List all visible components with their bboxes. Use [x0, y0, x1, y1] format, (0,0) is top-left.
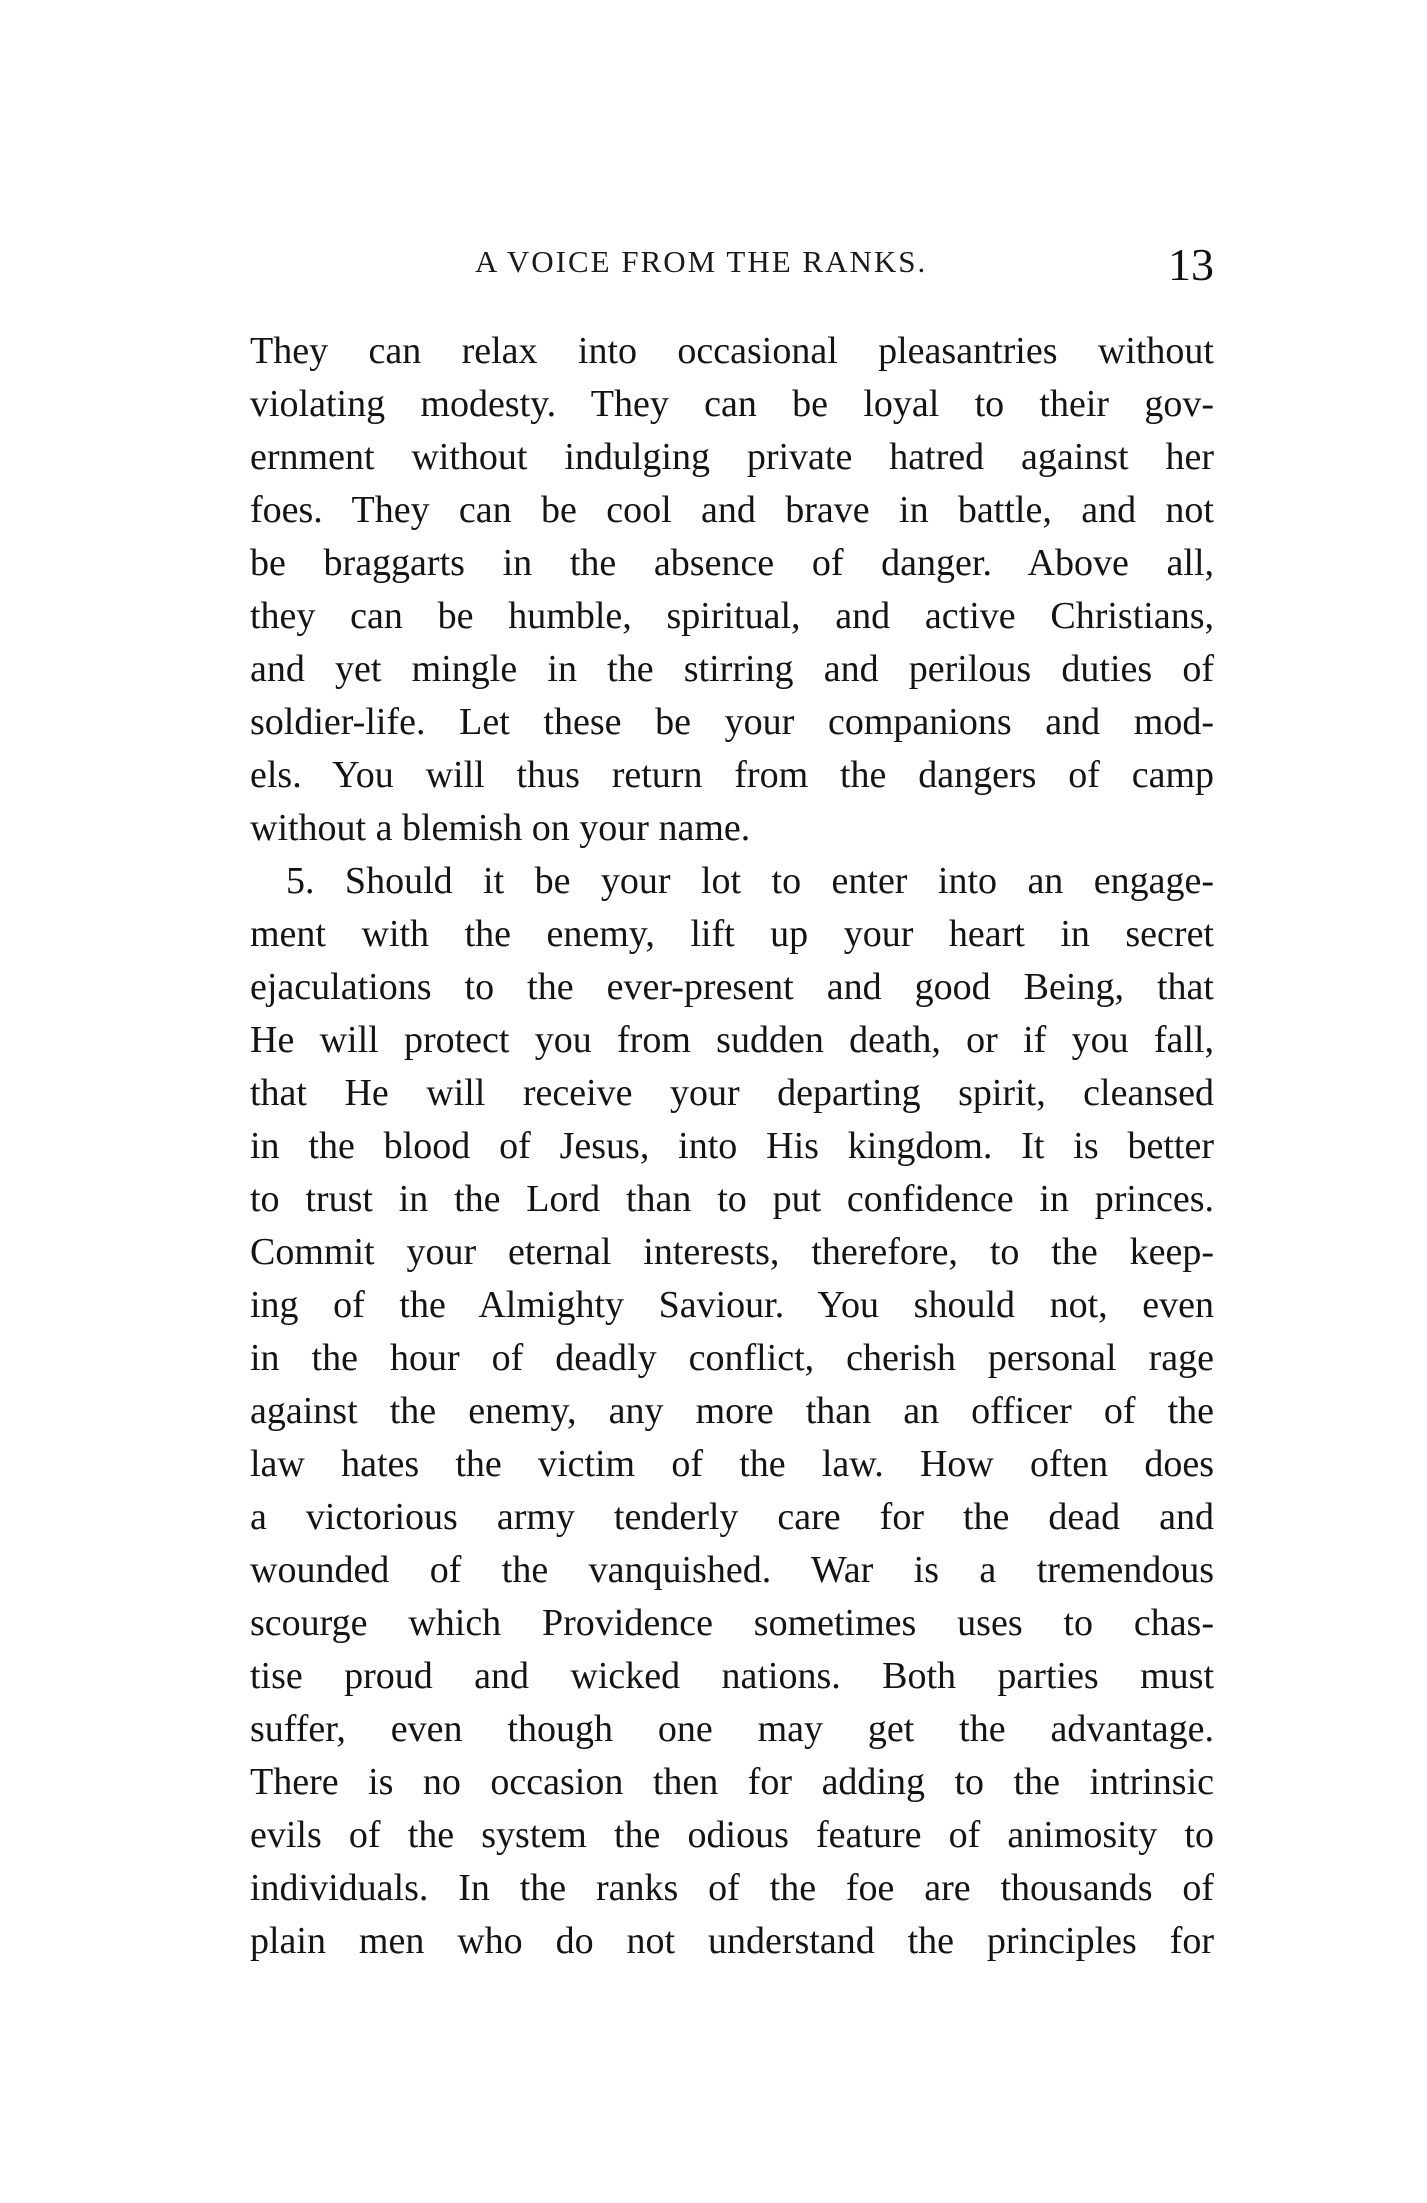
text-line: evils of the system the odious feature of animosity to: [250, 1814, 1214, 1856]
text-line: He will protect you from sudden death, or if you fall,: [250, 1019, 1214, 1061]
text-line: soldier-life. Let these be your companions and mod-: [250, 701, 1214, 743]
text-line: tise proud and wicked nations. Both parties must: [250, 1655, 1214, 1697]
text-line: individuals. In the ranks of the foe are thousands of: [250, 1867, 1214, 1909]
running-title: A VOICE FROM THE RANKS.: [475, 244, 928, 279]
text-line: ing of the Almighty Saviour. You should not, even: [250, 1284, 1214, 1326]
page-number: 13: [1168, 239, 1214, 290]
text-line: plain men who do not understand the principles for: [250, 1920, 1214, 1962]
text-line: in the hour of deadly conflict, cherish personal rage: [250, 1337, 1214, 1379]
text-line: they can be humble, spiritual, and active Christians,: [250, 595, 1214, 637]
text-line: ejaculations to the ever-present and good Being, that: [250, 966, 1214, 1008]
text-line: ernment without indulging private hatred against her: [250, 436, 1214, 478]
text-line: against the enemy, any more than an officer of the: [250, 1390, 1214, 1432]
text-line: There is no occasion then for adding to the intrinsic: [250, 1761, 1214, 1803]
text-line: without a blemish on your name.: [250, 807, 751, 849]
paragraph-start-line: 5. Should it be your lot to enter into an engage-: [286, 860, 1214, 902]
text-line: a victorious army tenderly care for the dead and: [250, 1496, 1214, 1538]
text-line: violating modesty. They can be loyal to their gov-: [250, 383, 1214, 425]
text-line: to trust in the Lord than to put confidence in princes.: [250, 1178, 1214, 1220]
page-header: [250, 238, 1214, 298]
text-line: suffer, even though one may get the advantage.: [250, 1708, 1214, 1750]
text-line: Commit your eternal interests, therefore, to the keep-: [250, 1231, 1214, 1273]
text-line: and yet mingle in the stirring and perilous duties of: [250, 648, 1214, 690]
text-line: in the blood of Jesus, into His kingdom. It is better: [250, 1125, 1214, 1167]
text-line: They can relax into occasional pleasantries without: [250, 330, 1214, 372]
text-line: foes. They can be cool and brave in battle, and not: [250, 489, 1214, 531]
text-line: els. You will thus return from the dangers of camp: [250, 754, 1214, 796]
body-text: [250, 325, 1214, 1968]
text-line: wounded of the vanquished. War is a tremendous: [250, 1549, 1214, 1591]
text-line: be braggarts in the absence of danger. Above all,: [250, 542, 1214, 584]
text-line: scourge which Providence sometimes uses to chas-: [250, 1602, 1214, 1644]
text-line: law hates the victim of the law. How often does: [250, 1443, 1214, 1485]
text-line: ment with the enemy, lift up your heart in secret: [250, 913, 1214, 955]
text-line: that He will receive your departing spirit, cleansed: [250, 1072, 1214, 1114]
